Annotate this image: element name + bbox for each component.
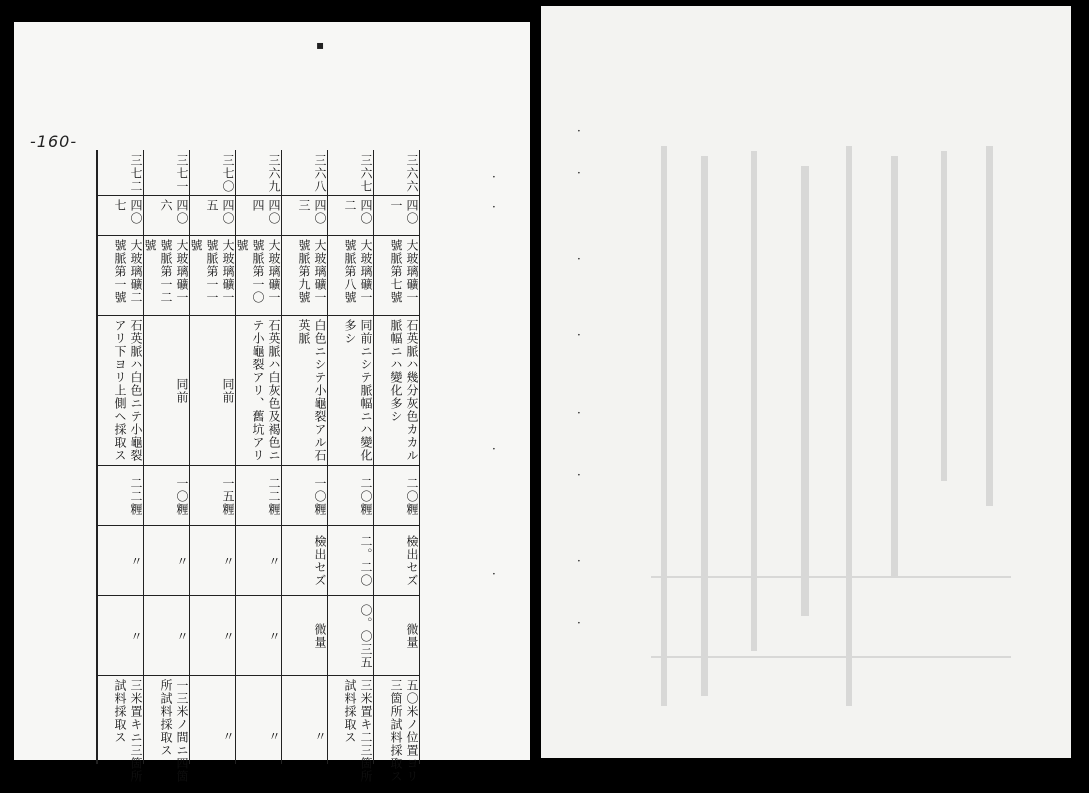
cell-no: 三六六 (405, 154, 419, 193)
binding-mark: · (577, 124, 581, 138)
cell-no: 三七一 (175, 154, 189, 193)
cell-quality: 石英脈ハ白色ニテ小龜裂アリ下ヨリ上側ヘ採取ス (113, 319, 143, 462)
cell-quality: 石英脈ハ幾分灰色カカル脈幅ニハ變化多シ (389, 319, 419, 462)
cell-no: 三七二 (129, 154, 143, 193)
cell-depth: 四〇二 (343, 199, 373, 225)
cell-vein: 大玻璃礦一號脈第九號 (297, 239, 327, 304)
cell-silver: 〃 (175, 629, 189, 643)
cell-note: 三米置キ二三箇所試料採取ス (343, 679, 373, 783)
cell-depth: 四〇七 (113, 199, 143, 225)
cell-depth: 四〇一 (389, 199, 419, 225)
cell-note: 三米置キニ三箇所試料採取ス (113, 679, 143, 783)
cell-length: 一〇糎 (175, 476, 189, 516)
cell-length: 一〇糎 (313, 476, 327, 516)
cell-note: 一三米ノ間ニ四箇所試料採取ス (159, 679, 189, 783)
cell-silver: 〃 (221, 629, 235, 643)
cell-note: 〃 (221, 729, 235, 743)
right-page-blank-reverse (541, 6, 1071, 758)
cell-quality: 同前ニシテ脈幅ニハ變化多シ (343, 319, 373, 462)
binding-mark: · (577, 554, 581, 568)
binding-mark: · (577, 468, 581, 482)
cell-no: 三六九 (267, 154, 281, 193)
cell-quality: 白色ニシテ小龜裂アル石英脈 (297, 319, 327, 462)
cell-length: 二二糎 (267, 476, 281, 516)
ledger-column (327, 150, 374, 783)
cell-gold: 〃 (129, 554, 143, 568)
cell-depth: 四〇四 (251, 199, 281, 225)
cell-note: 〃 (267, 729, 281, 743)
cell-depth: 四〇五 (205, 199, 235, 225)
ledger-column (189, 150, 236, 764)
ledger-column (235, 150, 282, 764)
cell-length: 二二糎 (129, 476, 143, 516)
cell-quality: 同前 (221, 378, 235, 404)
cell-gold: 檢出セズ (405, 535, 419, 587)
binding-mark: · (577, 328, 581, 342)
binding-mark: · (577, 252, 581, 266)
cell-gold: 檢出セズ (313, 535, 327, 587)
cell-gold: 〃 (267, 554, 281, 568)
left-page (14, 22, 530, 783)
ledger-table (96, 150, 420, 783)
binding-mark: · (577, 616, 581, 630)
binding-mark: · (492, 567, 496, 581)
ledger-column (281, 150, 328, 764)
cell-silver: 〃 (267, 629, 281, 643)
page-number: -160- (30, 132, 78, 151)
cell-no: 三七〇 (221, 154, 235, 193)
cell-note: 五〇米ノ位置ヨリ三箇所試料採取ス (389, 679, 419, 783)
cell-length: 二〇糎 (405, 476, 419, 516)
ledger-column (97, 150, 144, 783)
cell-no: 三六八 (313, 154, 327, 193)
cell-gold: 〃 (221, 554, 235, 568)
cell-length: 一五糎 (221, 476, 235, 516)
cell-gold: 〃 (175, 554, 189, 568)
cell-gold: 二。二〇 (359, 535, 373, 587)
cell-vein: 大玻璃礦一號脈第七號 (389, 239, 419, 304)
cell-silver: 〇。〇三五 (359, 603, 373, 669)
cell-note: 〃 (313, 729, 327, 743)
cell-vein: 大玻璃礦一號脈第一一號 (189, 239, 235, 304)
cell-vein: 大玻璃礦一號脈第一二號 (143, 239, 189, 304)
cell-vein: 大玻璃礦二號脈第一號 (113, 239, 143, 304)
cell-silver: 微量 (405, 623, 419, 649)
cell-silver: 微量 (313, 623, 327, 649)
cell-depth: 四〇三 (297, 199, 327, 225)
binding-mark: · (492, 170, 496, 184)
cell-vein: 大玻璃礦一號脈第八號 (343, 239, 373, 304)
cell-depth: 四〇六 (159, 199, 189, 225)
binding-mark: · (577, 406, 581, 420)
cell-no: 三六七 (359, 154, 373, 193)
binding-mark: · (577, 166, 581, 180)
cell-length: 二〇糎 (359, 476, 373, 516)
binding-mark: ▪ (316, 38, 325, 52)
binding-mark: · (492, 200, 496, 214)
cell-vein: 大玻璃礦一號脈第一〇號 (235, 239, 281, 304)
cell-silver: 〃 (129, 629, 143, 643)
ledger-column (373, 150, 420, 783)
cell-quality: 石英脈ハ白灰色及褐色ニテ小龜裂アリ、舊坑アリ (251, 319, 281, 462)
binding-mark: · (492, 442, 496, 456)
ledger-column (143, 150, 190, 783)
cell-quality: 同前 (175, 378, 189, 404)
show-through-ink (641, 136, 1041, 736)
